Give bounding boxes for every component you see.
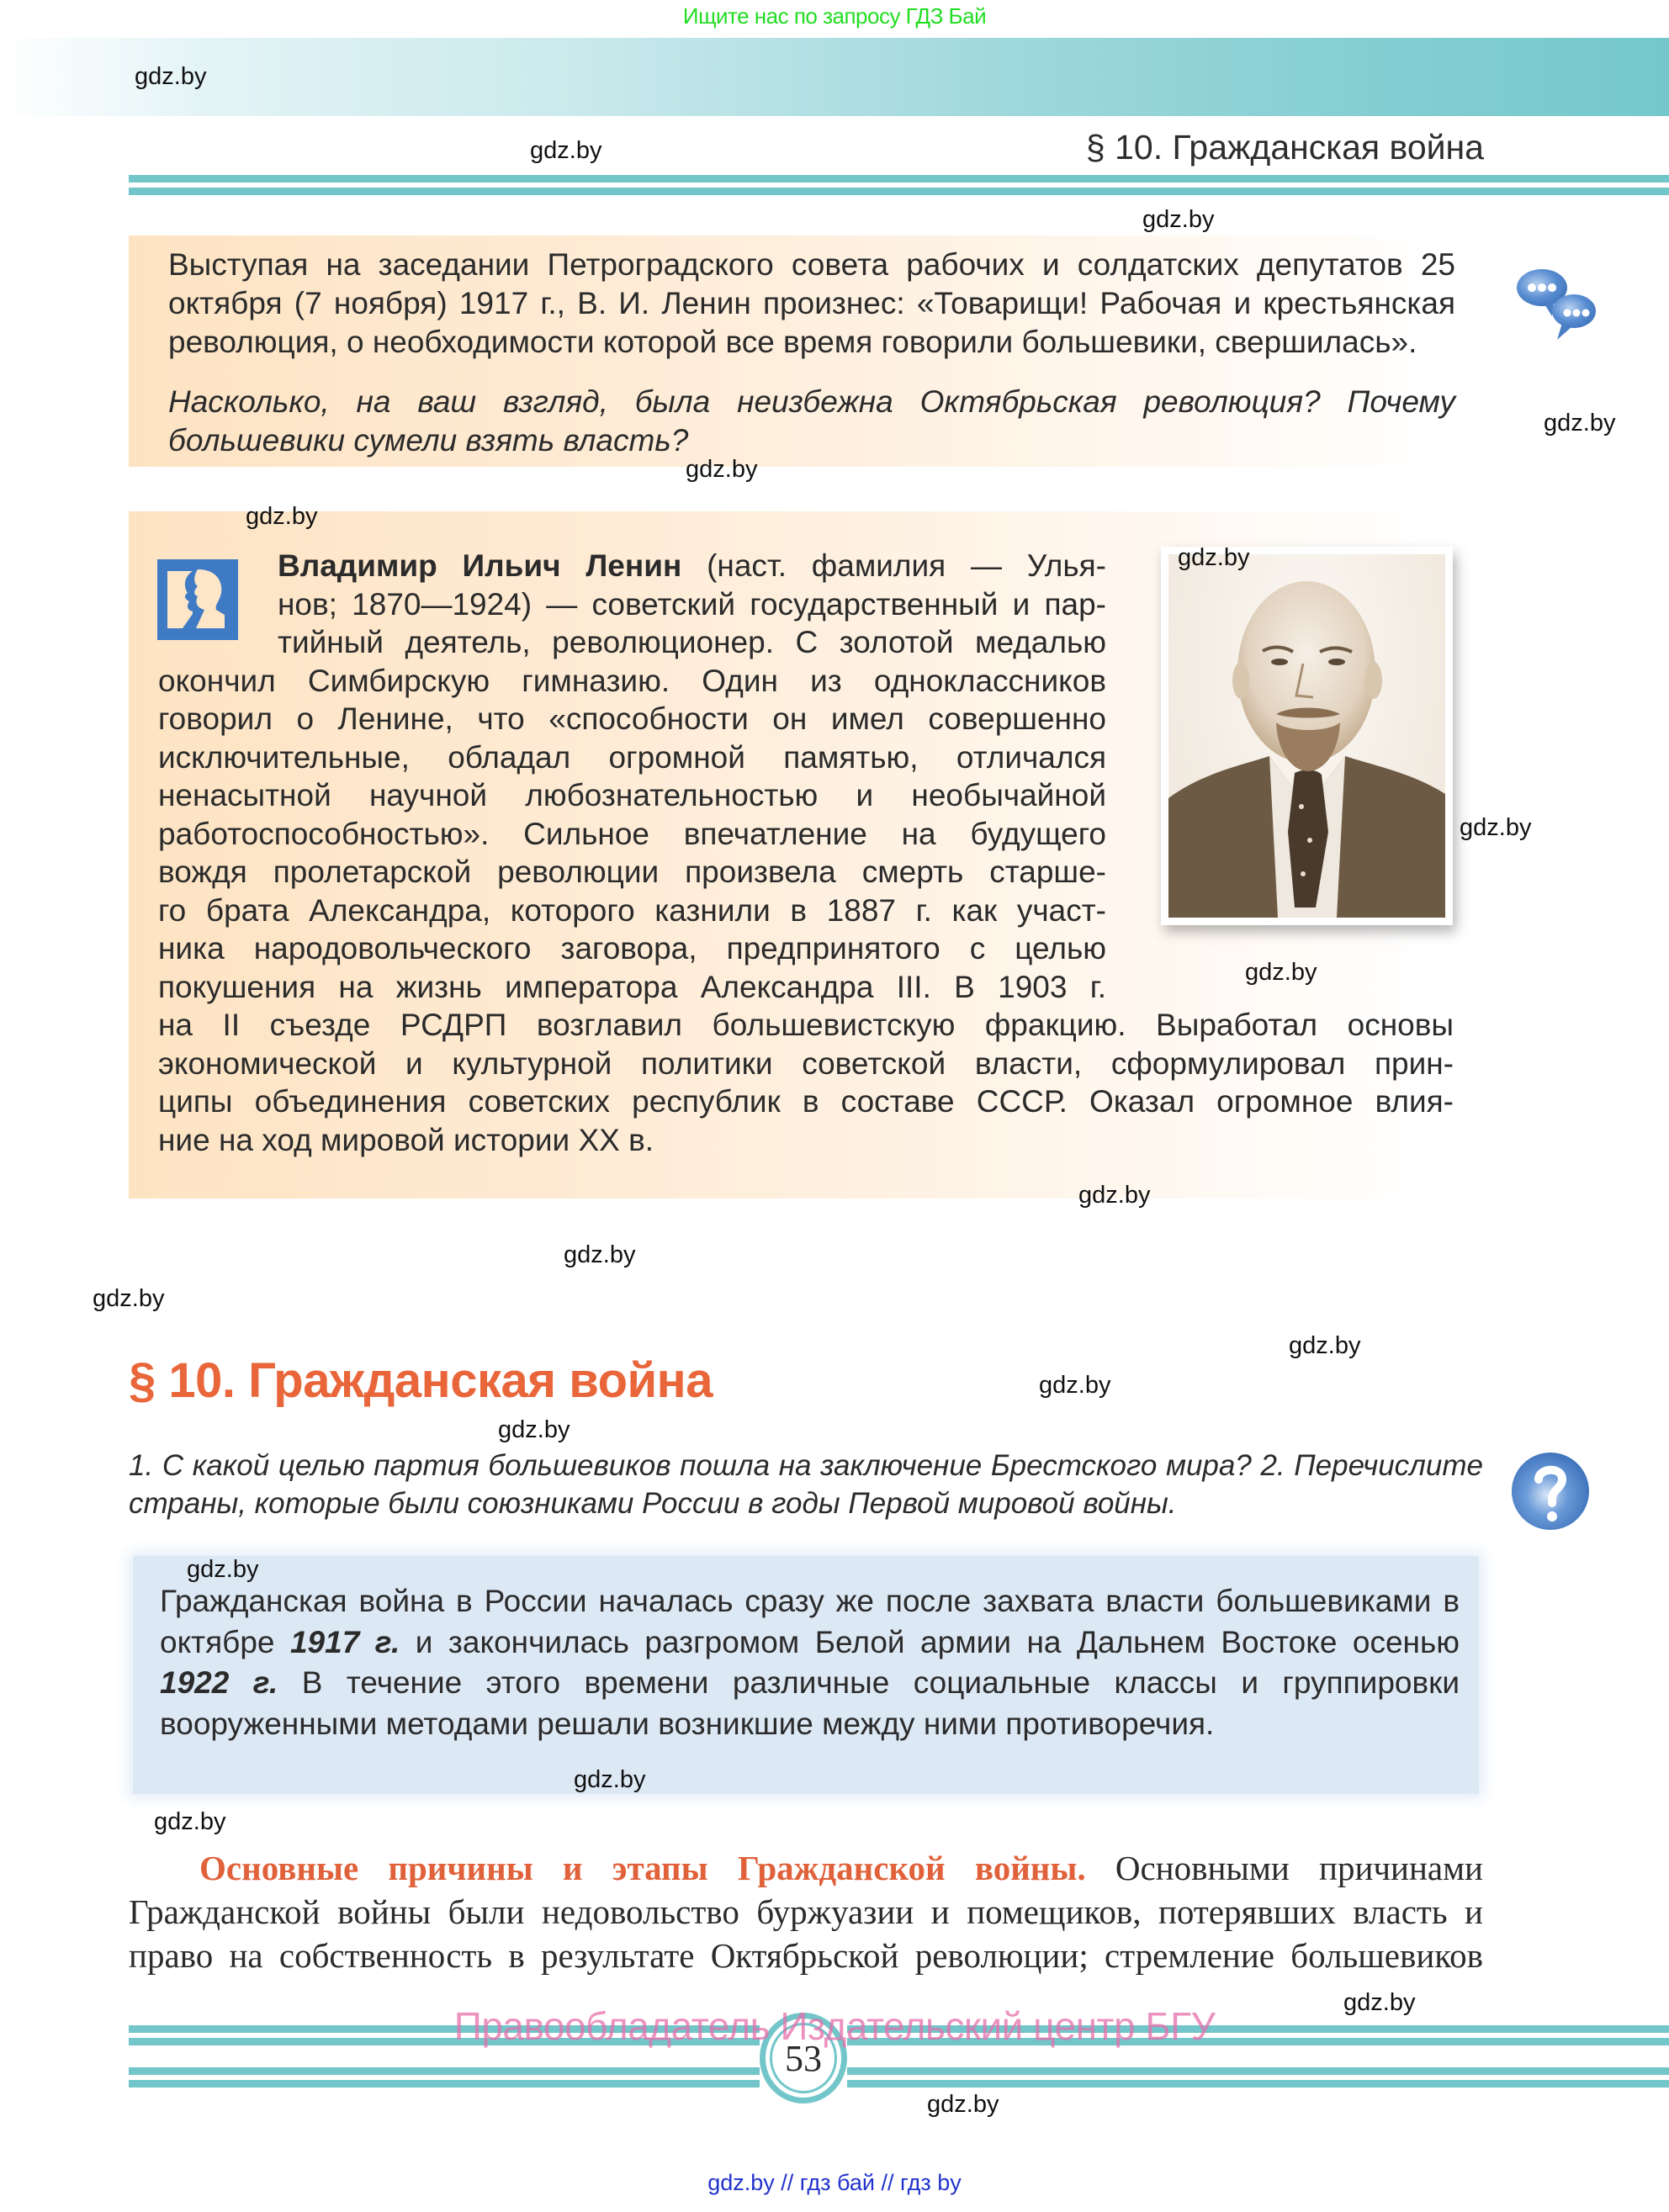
biography-line: ние на ход мировой истории XX в. <box>158 1122 654 1157</box>
watermark: gdz.by <box>1245 959 1317 986</box>
watermark: gdz.by <box>187 1556 259 1583</box>
bottom-links[interactable]: gdz.by // гдз бай // гдз by <box>707 2170 962 2195</box>
discussion-bubbles-icon <box>1510 261 1603 345</box>
lenin-portrait <box>1161 547 1453 925</box>
footer-rule <box>129 2067 760 2075</box>
page-number: 53 <box>770 2023 837 2093</box>
section-title: § 10. Гражданская война <box>129 1353 713 1408</box>
year-highlight: 1922 г. <box>160 1665 278 1700</box>
biography-line: окончил Симбирскую гимназию. Один из одноклассников <box>158 663 1106 698</box>
watermark: gdz.by <box>498 1416 570 1443</box>
header-rule-top <box>129 175 1669 183</box>
biography-line: на II съезде РСДРП возглавил большевистскую фракцию. Выработал основы <box>158 1008 1454 1042</box>
biography-line: ника народовольческого заговора, предпринятого с целью <box>158 931 1106 966</box>
watermark: gdz.by <box>93 1285 165 1312</box>
portrait-image <box>1168 554 1445 918</box>
watermark: gdz.by <box>1178 544 1250 571</box>
watermark: gdz.by <box>564 1241 636 1268</box>
biography-line: исключительные, обладал огромной памятью, отличался <box>158 739 1106 775</box>
biography-line: нов; 1870—1924) — советский государственный и пар- <box>278 586 1106 622</box>
body-paragraph: Основные причины и этапы Гражданской войны. Основными причинами Гражданской войны были недовольство буржуазии и помещиков, потерявших власть и право на собственность в результате Октябрьской революции; стремление большевиков <box>129 1849 1483 1975</box>
biography-line: работоспособностью». Сильное впечатление на будущего <box>158 816 1106 851</box>
biography-lines-top <box>278 547 1106 662</box>
biography-line: ненасытной научной любознательностью и необычайной <box>158 778 1106 812</box>
quote-text: Выступая на заседании Петроградского совета рабочих и солдатских депутатов 25 октября (7 ноября) 1917 г., В. И. Ленин произнес: «Товарищи! Рабочая и крестьянская революция, о необходимости которой все время говорили большевики, свершилась». <box>168 247 1455 359</box>
footer-rule <box>847 2080 1669 2088</box>
question-mark-icon <box>1510 1451 1591 1532</box>
watermark: gdz.by <box>154 1808 226 1835</box>
header-band <box>0 38 1669 116</box>
biography-lines-mid <box>158 662 1106 1007</box>
biography-line: говорил о Ленине, что «способности он имел совершенно <box>158 701 1106 736</box>
watermark: gdz.by <box>246 503 318 530</box>
watermark: gdz.by <box>1289 1332 1361 1359</box>
watermark: gdz.by <box>1039 1372 1111 1399</box>
biography-line: Владимир Ильич Ленин (наст. фамилия — Улья- <box>278 548 1106 583</box>
header-rule-bottom <box>129 188 1669 195</box>
watermark: gdz.by <box>574 1766 646 1793</box>
review-questions: 1. С какой целью партия большевиков пошла на заключение Брестского мира? 2. Перечислите страны, которые были союзниками России в годы Первой мировой войны. <box>129 1449 1483 1520</box>
biography-line: ципы объединения советских республик в составе СССР. Оказал огромное влия- <box>158 1084 1454 1119</box>
biography-line: тийный деятель, революционер. С золотой медалью <box>278 625 1106 659</box>
footer-rule <box>847 2067 1669 2075</box>
watermark: gdz.by <box>1142 206 1215 233</box>
top-banner: Ищите нас по запросу ГДЗ Бай <box>682 3 987 29</box>
watermark: gdz.by <box>530 137 602 164</box>
watermark: gdz.by <box>135 63 207 90</box>
running-head: § 10. Гражданская война <box>1085 128 1484 167</box>
watermark: gdz.by <box>686 456 758 483</box>
biography-lines-bottom <box>158 1006 1454 1159</box>
footer-rule <box>129 2080 760 2088</box>
watermark: gdz.by <box>1544 410 1616 437</box>
biography-line: го брата Александра, которого казнили в 1887 г. как участ- <box>158 892 1106 928</box>
quote-question: Насколько, на ваш взгляд, была неизбежна Октябрьская революция? Почему большевики сумели взять власть? <box>168 384 1455 458</box>
copyright-watermark: Правообладатель Издательский центр БГУ <box>453 2004 1216 2048</box>
biography-line: вождя пролетарской революции произвела смерть старше- <box>158 855 1106 889</box>
person-silhouette-icon <box>157 559 238 640</box>
biography-line: экономической и культурной политики советской власти, сформулировал прин- <box>158 1045 1454 1081</box>
biography-line: покушения на жизнь императора Александра III. В 1903 г. <box>158 969 1106 1004</box>
watermark: gdz.by <box>927 2091 999 2118</box>
watermark: gdz.by <box>1460 814 1532 841</box>
intro-text: Гражданская война в России началась сразу же после захвата власти большевиками в октябре 1917 г. и закончилась разгромом Белой армии на Дальнем Востоке осенью 1922 г. В течение этого времени различные социальные классы и группировки вооруженными методами решали возникшие между ними противоречия. <box>160 1584 1460 1741</box>
biography-name: Владимир Ильич Ленин <box>278 548 682 583</box>
watermark: gdz.by <box>1343 1989 1416 2016</box>
watermark: gdz.by <box>1078 1182 1151 1209</box>
year-highlight: 1917 г. <box>289 1624 400 1659</box>
run-in-heading: Основные причины и этапы Гражданской войны. <box>199 1849 1086 1887</box>
